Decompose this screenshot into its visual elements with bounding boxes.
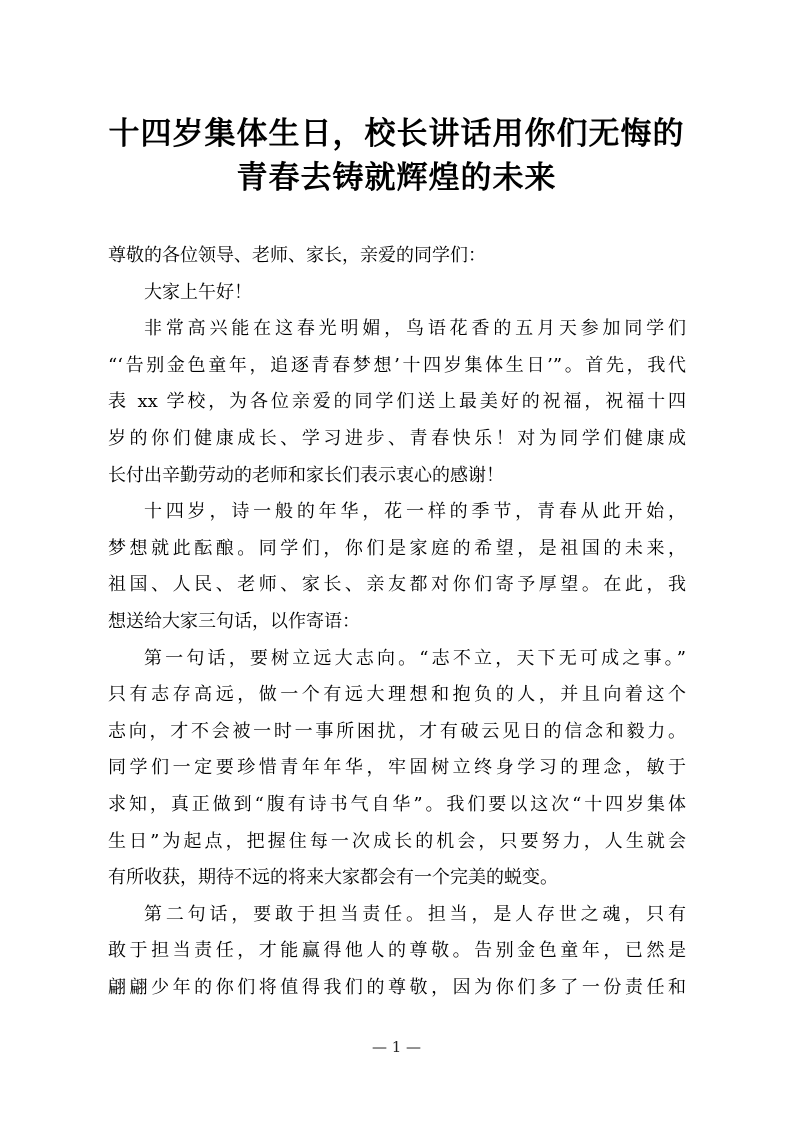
body-line: 有所收获，期待不远的将来大家都会有一个完美的蜕变。 [108,867,558,889]
body-line: 志向，才不会被一时一事所困扰，才有破云见日的信念和毅力。 [108,720,686,742]
body-line: 敢于担当责任，才能赢得他人的尊敬。告别金色童年，已然是 [108,940,686,962]
body-line: 长付出辛勤劳动的老师和家长们表示衷心的感谢！ [108,464,504,486]
body-line: 第一句话，要树立远大志向。“志不立，天下无可成之事。” [144,647,686,669]
body-line: 想送给大家三句话，以作寄语： [108,610,360,632]
body-line: 岁的你们健康成长、学习进步、青春快乐！对为同学们健康成 [108,427,686,449]
body-line: 尊敬的各位领导、老师、家长，亲爱的同学们： [108,245,486,266]
body-line: 表 xx 学校，为各位亲爱的同学们送上最美好的祝福，祝福十四 [108,391,686,413]
body-line: 只有志存高远，做一个有远大理想和抱负的人，并且向着这个 [108,684,686,706]
body-line: 梦想就此酝酿。同学们，你们是家庭的希望，是祖国的未来， [108,537,686,559]
body-line: 大家上午好！ [144,281,252,303]
document-title-line-2: 青春去铸就辉煌的未来 [236,160,557,196]
body-line: 翩翩少年的你们将值得我们的尊敬，因为你们多了一份责任和 [108,976,686,998]
document-body [108,238,686,1006]
body-line: 非常高兴能在这春光明媚，鸟语花香的五月天参加同学们 [144,318,686,340]
body-line: “‘告别金色童年，追逐青春梦想’十四岁集体生日’”。首先，我代 [108,354,686,376]
body-line: 祖国、人民、老师、家长、亲友都对你们寄予厚望。在此，我 [108,574,686,596]
document-title-line-1: 十四岁集体生日，校长讲话用你们无悔的 [108,116,685,152]
body-line: 生日”为起点，把握住每一次成长的机会，只要努力，人生就会 [108,830,686,852]
body-line: 同学们一定要珍惜青年年华，牢固树立终身学习的理念，敏于 [108,757,686,779]
page-number: — 1 — [371,1038,422,1056]
body-line: 十四岁，诗一般的年华，花一样的季节，青春从此开始， [144,501,686,523]
body-line: 第二句话，要敢于担当责任。担当，是人存世之魂，只有 [144,903,686,925]
body-line: 求知，真正做到“腹有诗书气自华”。我们要以这次“十四岁集体 [108,793,686,815]
